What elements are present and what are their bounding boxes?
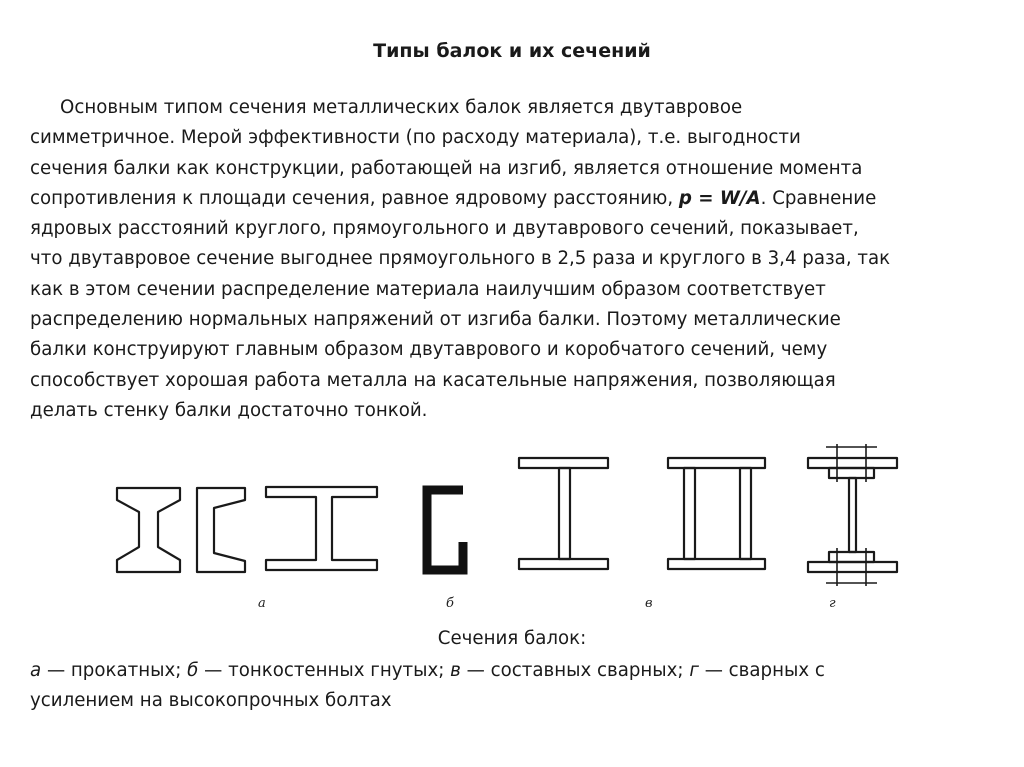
paragraph-line: распределению нормальных напряжений от изгиба балки. Поэтому металлические (30, 309, 841, 331)
caption-text: — составных сварных; (460, 660, 690, 681)
paragraph-text: . Сравнение (760, 187, 877, 209)
caption-key: г (689, 660, 699, 681)
paragraph-line: балки конструируют главным образом двутаврового и коробчатого сечений, чему (30, 339, 828, 361)
page-title: Типы балок и их сечений (373, 40, 651, 62)
caption-text: — сварных с (698, 660, 825, 681)
paragraph-line: ядровых расстояний круглого, прямоугольного и двутаврового сечений, показывает, (30, 218, 859, 240)
thin-walled-channel-section (427, 490, 463, 570)
figure-caption-line (30, 660, 825, 681)
paragraph-line: что двутавровое сечение выгоднее прямоугольного в 2,5 раза и круглого в 3,4 раза, так (30, 248, 891, 270)
paragraph-line: способствует хорошая работа металла на касательные напряжения, позволяющая (30, 369, 836, 391)
figure-caption-line: усилением на высокопрочных болтах (30, 690, 392, 711)
body-paragraph (30, 93, 1000, 426)
paragraph-text: сопротивления к площади сечения, равное ядровому расстоянию, (30, 187, 679, 209)
beam-sections-figure (0, 438, 1024, 598)
caption-text: — тонкостенных гнутых; (198, 660, 451, 681)
figure-label-v: в (645, 596, 653, 611)
paragraph-line: симметричное. Мерой эффективности (по расходу материала), т.е. выгодности (30, 127, 801, 149)
caption-key: б (187, 660, 199, 681)
figure-caption-title: Сечения балок: (437, 628, 587, 649)
paragraph-line: как в этом сечении распределение материала наилучшим образом соответствует (30, 278, 826, 300)
caption-key: в (450, 660, 461, 681)
paragraph-line: делать стенку балки достаточно тонкой. (30, 399, 428, 421)
wide-flange-beam-section (266, 487, 377, 570)
paragraph-line (30, 184, 1000, 214)
figure-label-g: г (829, 596, 836, 611)
paragraph-line: Основным типом сечения металлических балок является двутавровое (60, 97, 743, 118)
figure-label-a: а (258, 596, 266, 611)
caption-key: а (30, 660, 42, 681)
caption-text: — прокатных; (41, 660, 188, 681)
paragraph-line: сечения балки как конструкции, работающей на изгиб, является отношение момента (30, 157, 863, 179)
formula: p = W/A (678, 187, 761, 209)
rolled-channel-section (197, 488, 245, 572)
figure-label-b: б (446, 596, 454, 611)
rolled-i-beam-section (117, 488, 180, 572)
